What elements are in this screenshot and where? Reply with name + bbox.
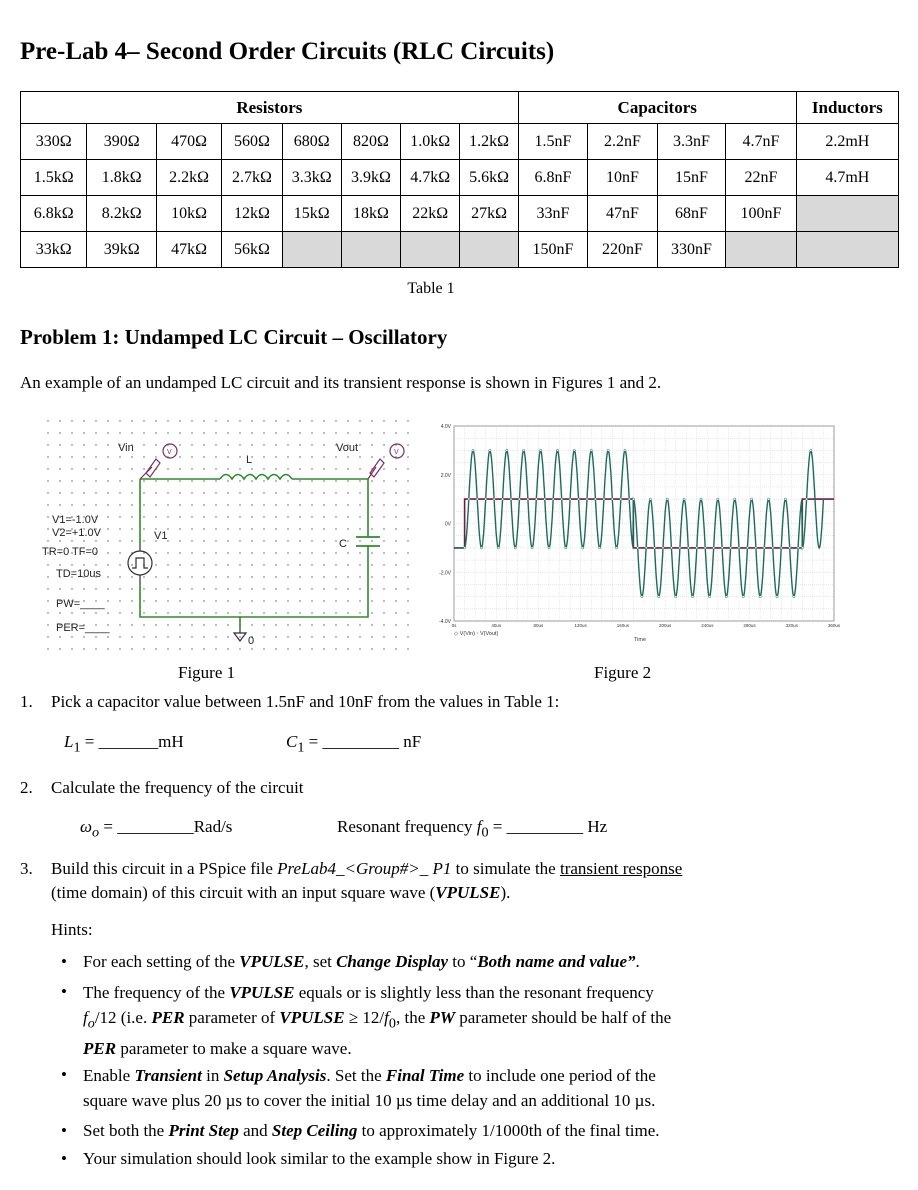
l1-equals: = xyxy=(80,732,99,751)
vout-marker xyxy=(721,547,723,549)
resistor-cell: 1.0kΩ xyxy=(401,124,460,160)
vout-marker xyxy=(801,547,803,549)
resistor-cell: 2.2kΩ xyxy=(156,160,221,196)
vout-marker xyxy=(565,547,567,549)
bullet: • xyxy=(61,982,67,1001)
resistor-cell: 47kΩ xyxy=(156,232,221,268)
vout-marker xyxy=(755,547,757,549)
wire-right-bottom xyxy=(240,557,368,617)
capacitor-cell: 47nF xyxy=(588,196,657,232)
vout-marker xyxy=(641,596,643,598)
c1-subscript: 1 xyxy=(297,739,305,756)
c1-unit: nF xyxy=(399,732,422,751)
vout-marker xyxy=(548,547,550,549)
q3-text-d: ). xyxy=(500,883,511,902)
vout-marker xyxy=(463,547,465,549)
q3-transient-response: transient response xyxy=(559,859,683,878)
x-tick-label: 200us xyxy=(658,623,672,628)
hint1-d: . xyxy=(635,952,640,971)
vout-marker xyxy=(480,547,482,549)
question-1-text: Pick a capacitor value between 1.5nF and 10nF from the values in Table 1: xyxy=(51,692,560,711)
figure1-schematic xyxy=(42,415,410,655)
vout-marker xyxy=(531,547,533,549)
component-table xyxy=(20,91,899,268)
label-v1-param: V1=-1.0V xyxy=(52,514,99,526)
vout-marker xyxy=(675,596,677,598)
vout-marker xyxy=(628,498,630,500)
resistor-cell: 1.5kΩ xyxy=(21,160,87,196)
vout-marker xyxy=(725,596,727,598)
vout-marker xyxy=(632,498,634,500)
capacitor-cell: 4.7nF xyxy=(726,124,797,160)
inductor-cell: 4.7mH xyxy=(796,160,898,196)
hint1-k1: VPULSE xyxy=(239,952,305,971)
x-tick-label: 240us xyxy=(701,623,714,628)
hint2-b: equals or is slightly less than the resonant frequency xyxy=(294,983,654,1002)
hint2-f0-sub: 0 xyxy=(388,1015,396,1032)
vout-marker xyxy=(679,547,681,549)
hint1-k2: Change Display xyxy=(336,952,449,971)
x-axis-label: Time xyxy=(634,637,647,643)
omega-blank[interactable]: _________ xyxy=(117,817,194,836)
vout-marker xyxy=(687,547,689,549)
table-row xyxy=(21,160,899,196)
l1-symbol: L xyxy=(64,732,74,751)
question-2-text: Calculate the frequency of the circuit xyxy=(51,778,304,797)
vpulse-source xyxy=(128,543,152,583)
vout-marker xyxy=(717,498,719,500)
vout-marker xyxy=(561,498,563,500)
figure1-caption: Figure 1 xyxy=(178,663,236,682)
hint2-f: ≥ 12/ xyxy=(344,1008,385,1027)
vout-marker xyxy=(780,547,782,549)
y-tick-label: -2.0V xyxy=(439,570,451,577)
label-per: PER=____ xyxy=(56,622,110,634)
resistor-cell: 18kΩ xyxy=(341,196,400,232)
question-3-text xyxy=(51,857,861,905)
omega-equals: = xyxy=(99,817,118,836)
vout-marker xyxy=(573,449,575,451)
hint1-c: to “ xyxy=(448,952,478,971)
capacitor-cell: 68nF xyxy=(657,196,725,232)
vout-marker xyxy=(472,449,474,451)
capacitor-cell: 2.2nF xyxy=(588,124,657,160)
question-3-number: 3. xyxy=(20,859,33,878)
resistor-cell: 390Ω xyxy=(87,124,156,160)
hint2-k2: PER xyxy=(151,1008,185,1027)
vout-marker xyxy=(658,596,660,598)
hint2-i: parameter should be half of the xyxy=(455,1008,672,1027)
vout-marker xyxy=(805,498,807,500)
bullet: • xyxy=(61,1149,67,1168)
probe-label-vin: V xyxy=(167,449,172,456)
vout-marker xyxy=(518,498,520,500)
vout-marker xyxy=(738,547,740,549)
resistor-cell xyxy=(401,232,460,268)
hint3-e: square wave plus 20 µs to cover the initial 10 µs time delay and an additional 10 µs. xyxy=(83,1091,656,1110)
vout-marker xyxy=(704,547,706,549)
vout-marker xyxy=(708,596,710,598)
resistor-cell: 680Ω xyxy=(282,124,341,160)
vout-marker xyxy=(776,596,778,598)
wire-left-bottom xyxy=(140,583,240,617)
capacitor-cell: 33nF xyxy=(518,196,587,232)
vout-marker xyxy=(539,449,541,451)
vout-marker xyxy=(653,547,655,549)
x-tick-label: 40us xyxy=(491,623,502,628)
resistor-cell: 27kΩ xyxy=(460,196,518,232)
table-caption: Table 1 xyxy=(407,280,455,297)
table-row xyxy=(21,196,899,232)
question-1-number: 1. xyxy=(20,692,33,711)
hint4-k1: Print Step xyxy=(168,1121,239,1140)
vout-marker xyxy=(713,547,715,549)
vout-marker xyxy=(514,547,516,549)
hint5-a: Your simulation should look similar to the example show in Figure 2. xyxy=(83,1149,556,1168)
problem1-intro: An example of an undamped LC circuit and its transient response is shown in Figures 1 and 2. xyxy=(20,373,662,392)
hint4-a: Set both the xyxy=(83,1121,169,1140)
hint2-k1: VPULSE xyxy=(229,983,295,1002)
l1-unit: mH xyxy=(158,732,184,751)
inductor-cell xyxy=(796,232,898,268)
vout-marker xyxy=(485,498,487,500)
hint2-d: /12 (i.e. xyxy=(94,1008,152,1027)
lc-circuit-diagram xyxy=(42,415,410,655)
hint2-k5: PER xyxy=(83,1039,117,1059)
vout-marker xyxy=(662,547,664,549)
vout-marker xyxy=(535,498,537,500)
x-tick-label: 0s xyxy=(451,623,457,628)
hint2-fo: f xyxy=(83,1008,88,1027)
transient-chart xyxy=(424,422,841,644)
label-pw: PW=____ xyxy=(56,598,105,610)
vout-marker xyxy=(489,449,491,451)
hint2-a: The frequency of the xyxy=(83,983,230,1002)
resistor-cell: 6.8kΩ xyxy=(21,196,87,232)
resistor-cell: 39kΩ xyxy=(87,232,156,268)
hint2-k3: VPULSE xyxy=(279,1008,345,1027)
vout-marker xyxy=(645,547,647,549)
resistor-cell: 5.6kΩ xyxy=(460,160,518,196)
vout-marker xyxy=(691,596,693,598)
hints-title: Hints: xyxy=(51,920,93,939)
capacitor-cell: 22nF xyxy=(726,160,797,196)
vout-marker xyxy=(759,596,761,598)
q3-text-a: Build this circuit in a PSpice file xyxy=(51,859,278,878)
vout-marker xyxy=(497,547,499,549)
resistor-cell xyxy=(282,232,341,268)
omega-unit: Rad/s xyxy=(193,817,233,836)
f0-blank[interactable]: _________ xyxy=(506,817,584,836)
vout-marker xyxy=(599,547,601,549)
resistor-cell: 820Ω xyxy=(341,124,400,160)
figure2-plot xyxy=(424,422,841,644)
vout-marker xyxy=(590,449,592,451)
hint4-b: and xyxy=(238,1121,272,1140)
vout-marker xyxy=(523,449,525,451)
resistor-cell: 10kΩ xyxy=(156,196,221,232)
vout-marker xyxy=(784,498,786,500)
label-vout: Vout xyxy=(336,442,359,454)
vout-marker xyxy=(670,547,672,549)
q3-vpulse: VPULSE xyxy=(435,883,501,902)
f0-subscript: 0 xyxy=(481,824,489,841)
resistor-cell: 2.7kΩ xyxy=(222,160,282,196)
vout-marker xyxy=(468,498,470,500)
inductor-symbol xyxy=(220,475,292,480)
vout-marker xyxy=(751,498,753,500)
hint3-a: Enable xyxy=(83,1066,135,1085)
header-inductors: Inductors xyxy=(796,92,898,124)
c1-symbol: C xyxy=(286,732,298,751)
omega-answer xyxy=(80,817,232,841)
hint3-d: to include one period of the xyxy=(464,1066,656,1085)
vout-marker xyxy=(789,547,791,549)
header-capacitors: Capacitors xyxy=(518,92,796,124)
capacitor-symbol xyxy=(356,537,380,546)
table-header-row xyxy=(21,92,899,124)
vout-marker xyxy=(611,498,613,500)
hint2-j: parameter to make a square wave. xyxy=(116,1039,352,1059)
resistor-cell: 330Ω xyxy=(21,124,87,160)
resistor-cell: 470Ω xyxy=(156,124,221,160)
vout-marker xyxy=(582,547,584,549)
vout-marker xyxy=(696,547,698,549)
hint3-c: . Set the xyxy=(326,1066,386,1085)
figure2-caption: Figure 2 xyxy=(594,663,652,682)
vout-marker xyxy=(615,547,617,549)
inductor-cell: 2.2mH xyxy=(796,124,898,160)
vout-marker xyxy=(501,498,503,500)
table-row xyxy=(21,232,899,268)
hint2-h: , the xyxy=(395,1008,430,1027)
problem1-heading: Problem 1: Undamped LC Circuit – Oscillatory xyxy=(20,325,448,349)
vout-marker xyxy=(493,498,495,500)
vout-marker xyxy=(527,498,529,500)
vout-marker xyxy=(763,547,765,549)
hint2-fo-sub: o xyxy=(87,1015,95,1032)
bullet: • xyxy=(61,952,67,971)
question-2-number: 2. xyxy=(20,778,33,797)
vout-marker xyxy=(729,547,731,549)
capacitance-answer xyxy=(286,732,421,756)
resonant-frequency-label: Resonant frequency xyxy=(337,817,477,836)
inductance-answer xyxy=(64,732,184,756)
resistor-cell: 3.9kΩ xyxy=(341,160,400,196)
capacitor-cell: 220nF xyxy=(588,232,657,268)
resistor-cell xyxy=(460,232,518,268)
resistor-cell: 1.2kΩ xyxy=(460,124,518,160)
vout-marker xyxy=(594,498,596,500)
x-tick-label: 280us xyxy=(743,623,756,628)
vout-marker xyxy=(683,498,685,500)
vout-marker xyxy=(649,498,651,500)
vout-marker xyxy=(603,498,605,500)
vout-marker xyxy=(767,498,769,500)
hint1-a: For each setting of the xyxy=(83,952,240,971)
hint1-b: , set xyxy=(304,952,337,971)
vout-marker xyxy=(510,498,512,500)
vout-marker xyxy=(700,498,702,500)
vout-marker xyxy=(569,498,571,500)
resistor-cell: 3.3kΩ xyxy=(282,160,341,196)
capacitor-cell xyxy=(726,232,797,268)
capacitor-cell: 15nF xyxy=(657,160,725,196)
capacitor-cell: 1.5nF xyxy=(518,124,587,160)
resistor-cell: 8.2kΩ xyxy=(87,196,156,232)
hint2-f0: f xyxy=(384,1008,389,1027)
f0-symbol: f xyxy=(476,817,482,836)
q3-filename: PreLab4_<Group#>_ P1 xyxy=(277,859,452,878)
probe-label-vout: V xyxy=(394,449,399,456)
x-tick-labels xyxy=(452,623,841,628)
label-inductor: L xyxy=(246,454,253,466)
y-tick-label: 4.0V xyxy=(440,424,451,430)
capacitor-cell: 10nF xyxy=(588,160,657,196)
vout-marker xyxy=(506,449,508,451)
vout-marker xyxy=(810,449,812,451)
header-resistors: Resistors xyxy=(21,92,519,124)
resonant-frequency-answer xyxy=(337,817,607,841)
resistor-cell: 560Ω xyxy=(222,124,282,160)
y-tick-label: 2.0V xyxy=(440,472,451,479)
chart-legend: ◇ V(Vin) ◦ V(Vout) xyxy=(454,631,499,637)
hint3-k3: Final Time xyxy=(385,1066,465,1085)
vout-marker xyxy=(586,498,588,500)
inductor-cell xyxy=(796,196,898,232)
hint4-k2: Step Ceiling xyxy=(271,1121,358,1140)
resistor-cell: 56kΩ xyxy=(222,232,282,268)
vout-marker xyxy=(637,547,639,549)
hint1-k3: Both name and value” xyxy=(477,952,636,971)
vout-marker xyxy=(577,498,579,500)
x-tick-label: 360us xyxy=(827,623,841,628)
page-title: Pre-Lab 4– Second Order Circuits (RLC Circuits) xyxy=(20,38,555,65)
vout-marker xyxy=(746,547,748,549)
capacitor-cell: 100nF xyxy=(726,196,797,232)
resistor-cell: 4.7kΩ xyxy=(401,160,460,196)
label-td: TD=10us xyxy=(56,568,101,580)
hint2-k4: PW xyxy=(429,1008,455,1027)
x-tick-label: 120us xyxy=(574,623,587,628)
vout-marker xyxy=(476,498,478,500)
vout-marker xyxy=(620,498,622,500)
y-tick-label: -4.0V xyxy=(439,619,451,625)
vout-marker xyxy=(793,596,795,598)
omega-subscript: o xyxy=(92,824,100,841)
vout-marker xyxy=(624,449,626,451)
hint2-e: parameter of xyxy=(184,1008,280,1027)
c1-blank[interactable]: _________ xyxy=(322,732,400,751)
vout-marker xyxy=(556,449,558,451)
x-tick-label: 160us xyxy=(616,623,630,628)
table-row xyxy=(21,124,899,160)
resistor-cell xyxy=(341,232,400,268)
vout-marker xyxy=(734,498,736,500)
f0-equals: = xyxy=(488,817,507,836)
vout-marker xyxy=(666,498,668,500)
hint3-k1: Transient xyxy=(134,1066,202,1085)
label-v2-param: V2=+1.0V xyxy=(52,527,101,539)
resistor-cell: 33kΩ xyxy=(21,232,87,268)
capacitor-cell: 6.8nF xyxy=(518,160,587,196)
bullet: • xyxy=(61,1065,67,1084)
vout-marker xyxy=(552,498,554,500)
vout-marker xyxy=(772,547,774,549)
capacitor-cell: 330nF xyxy=(657,232,725,268)
y-tick-labels xyxy=(439,424,452,625)
resistor-cell: 1.8kΩ xyxy=(87,160,156,196)
vout-marker xyxy=(742,596,744,598)
label-vin: Vin xyxy=(118,442,134,454)
resistor-cell: 15kΩ xyxy=(282,196,341,232)
label-tr-tf: TR=0 TF=0 xyxy=(42,546,99,558)
ground-symbol xyxy=(234,627,246,641)
resistor-cell: 22kΩ xyxy=(401,196,460,232)
l1-subscript: 1 xyxy=(73,739,81,756)
y-tick-label: 0V xyxy=(444,521,451,528)
resistor-cell: 12kΩ xyxy=(222,196,282,232)
capacitor-cell: 150nF xyxy=(518,232,587,268)
label-v1: V1 xyxy=(154,530,168,542)
bullet: • xyxy=(61,1121,67,1140)
f0-unit: Hz xyxy=(583,817,608,836)
q3-text-b: to simulate the xyxy=(451,859,560,878)
vout-marker xyxy=(607,449,609,451)
label-ground: 0 xyxy=(248,635,255,647)
hint3-b: in xyxy=(201,1066,224,1085)
hint3-k2: Setup Analysis xyxy=(223,1066,327,1085)
label-capacitor: C xyxy=(339,538,347,550)
hint4-c: to approximately 1/1000th of the final time. xyxy=(357,1121,660,1140)
vout-marker xyxy=(797,547,799,549)
vout-marker xyxy=(544,498,546,500)
c1-equals: = xyxy=(304,732,323,751)
x-tick-label: 80us xyxy=(533,623,544,628)
x-tick-label: 320us xyxy=(785,623,798,628)
capacitor-cell: 3.3nF xyxy=(657,124,725,160)
l1-blank[interactable]: _______ xyxy=(98,732,159,751)
q3-text-c: (time domain) of this circuit with an input square wave ( xyxy=(51,883,436,902)
omega-symbol: ω xyxy=(80,817,93,836)
